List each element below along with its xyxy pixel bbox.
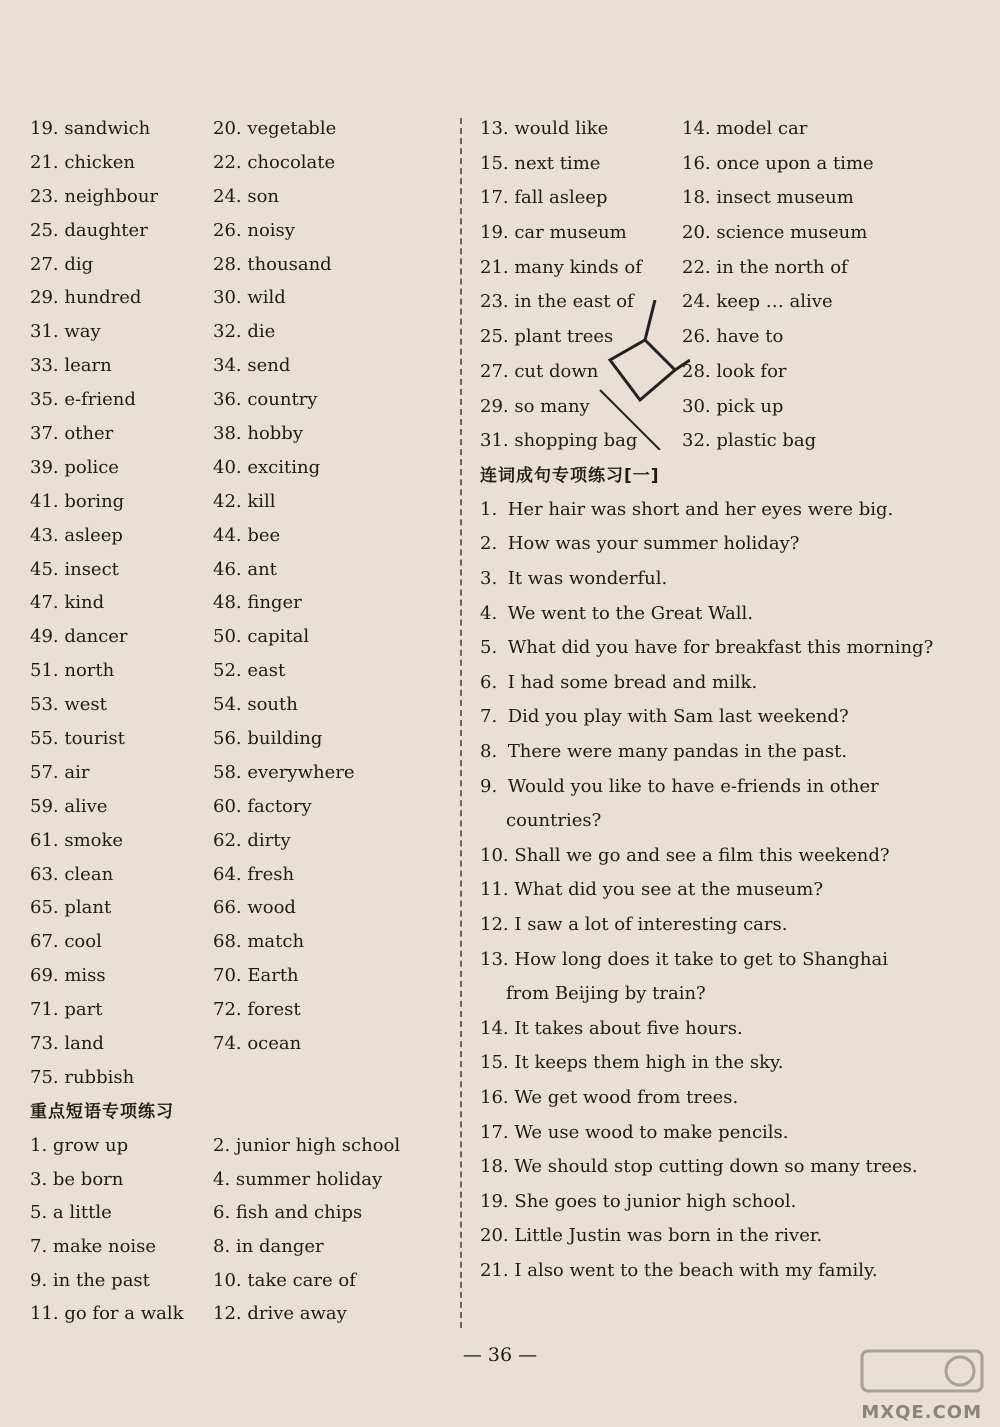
sentence-text: Little Justin was born in the river. <box>514 1225 823 1247</box>
vocab-item: 40. exciting <box>213 456 321 478</box>
sentence-text: Would you like to have e-friends in other <box>507 775 879 797</box>
sentence-item <box>480 631 934 666</box>
vocab-item: 56. building <box>213 728 323 750</box>
right-column <box>480 112 934 1289</box>
sentence-text: I had some bread and milk. <box>507 671 758 693</box>
phrase-item: 18. insect museum <box>682 187 854 209</box>
column-divider <box>460 118 462 1328</box>
vocab-item: 50. capital <box>213 626 310 648</box>
sentence-text: It was wonderful. <box>507 568 668 590</box>
phrase-item: 23. in the east of <box>480 291 634 313</box>
vocab-item: 29. hundred <box>30 287 142 309</box>
vocab-item: 66. wood <box>213 897 296 919</box>
sentence-item <box>480 666 895 701</box>
sentence-number: 15. <box>480 1052 509 1074</box>
vocab-item: 64. fresh <box>213 863 295 885</box>
phrase-item: 11. go for a walk <box>30 1303 184 1325</box>
phrase-item: 27. cut down <box>480 360 599 382</box>
vocab-item: 46. ant <box>213 558 277 580</box>
phrase-item: 14. model car <box>682 118 808 139</box>
sentence-text: We should stop cutting down so many trees. <box>514 1156 918 1178</box>
vocab-item: 52. east <box>213 660 286 682</box>
vocab-item: 32. die <box>213 321 276 343</box>
sentence-text: How was your summer holiday? <box>507 533 800 555</box>
sentence-item <box>480 493 895 528</box>
vocab-item: 23. neighbour <box>30 185 159 207</box>
vocab-item: 74. ocean <box>213 1033 302 1055</box>
sentence-item <box>480 873 895 908</box>
sentence-continuation: from Beijing by train? <box>506 983 706 1005</box>
vocab-item: 63. clean <box>30 863 114 885</box>
sentence-item <box>480 1219 895 1254</box>
vocab-item: 70. Earth <box>213 965 299 987</box>
phrase-item: 10. take care of <box>213 1269 356 1291</box>
phrase-item: 26. have to <box>682 326 784 348</box>
vocab-item: 59. alive <box>30 795 108 817</box>
sentence-number: 8. <box>480 741 498 763</box>
phrase-item: 5. a little <box>30 1202 112 1224</box>
phrase-item: 22. in the north of <box>682 256 848 278</box>
sentence-text: Did you play with Sam last weekend? <box>507 706 849 728</box>
sentence-text: I also went to the beach with my family. <box>514 1259 878 1281</box>
vocab-item: 30. wild <box>213 287 286 309</box>
vocab-item: 39. police <box>30 456 119 478</box>
phrase-item: 13. would like <box>480 118 609 139</box>
phrase-item: 31. shopping bag <box>480 430 638 452</box>
vocab-item: 47. kind <box>30 592 105 614</box>
vocab-item: 54. south <box>213 694 298 716</box>
vocab-item: 75. rubbish <box>30 1066 135 1088</box>
sentence-text: What did you have for breakfast this morning? <box>507 637 934 659</box>
sentence-item <box>480 597 895 632</box>
sentence-text: Shall we go and see a film this weekend? <box>514 844 890 866</box>
vocab-item: 67. cool <box>30 931 102 953</box>
phrase-item: 8. in danger <box>213 1235 324 1257</box>
sentence-item <box>480 770 895 839</box>
page-number: — 36 — <box>462 1344 538 1366</box>
sentence-item <box>480 839 895 874</box>
sentence-text: I saw a lot of interesting cars. <box>514 914 788 935</box>
vocab-item: 58. everywhere <box>213 761 355 783</box>
vocab-item: 72. forest <box>213 999 301 1021</box>
phrase-item: 1. grow up <box>30 1134 129 1156</box>
vocab-item: 49. dancer <box>30 626 128 648</box>
sentence-number: 13. <box>480 948 509 970</box>
vocab-item: 24. son <box>213 185 280 207</box>
sentence-text: What did you see at the museum? <box>514 879 824 901</box>
vocab-item: 73. land <box>30 1033 104 1055</box>
vocabulary-list <box>30 112 450 1095</box>
sentence-number: 3. <box>480 568 498 590</box>
vocab-item: 37. other <box>30 423 114 445</box>
vocab-item: 69. miss <box>30 965 106 987</box>
phrase-item: 12. drive away <box>213 1303 347 1325</box>
vocab-item: 33. learn <box>30 355 112 377</box>
left-column <box>30 112 450 1331</box>
sentence-item <box>480 1254 895 1289</box>
vocab-item: 57. air <box>30 761 90 783</box>
phrase-item: 28. look for <box>682 360 787 382</box>
phrase-item: 20. science museum <box>682 222 868 244</box>
sentence-text: There were many pandas in the past. <box>507 741 848 763</box>
phrase-item: 30. pick up <box>682 395 784 417</box>
phrase-item: 9. in the past <box>30 1269 150 1291</box>
vocab-item: 62. dirty <box>213 829 291 851</box>
sentence-number: 19. <box>480 1190 509 1212</box>
vocab-item: 27. dig <box>30 253 94 275</box>
sentence-item <box>480 908 895 943</box>
sentence-item <box>480 1046 895 1081</box>
sentence-item <box>480 527 895 562</box>
sentence-text: We went to the Great Wall. <box>507 602 753 624</box>
vocab-item: 34. send <box>213 355 291 377</box>
vocab-item: 44. bee <box>213 524 281 546</box>
stamp-logo-icon <box>580 300 690 450</box>
sentence-item <box>480 943 895 1012</box>
vocab-item: 41. boring <box>30 490 125 512</box>
phrase-item: 29. so many <box>480 395 590 417</box>
vocab-item: 61. smoke <box>30 829 124 851</box>
sentence-list <box>480 493 934 1289</box>
sentence-text: It keeps them high in the sky. <box>514 1052 784 1074</box>
sentence-item <box>480 735 895 770</box>
sentence-item <box>480 1081 895 1116</box>
sentence-number: 2. <box>480 533 498 555</box>
phrase-item: 3. be born <box>30 1168 124 1190</box>
phrase-item: 32. plastic bag <box>682 430 817 452</box>
sentence-number: 20. <box>480 1225 509 1247</box>
sentence-text: She goes to junior high school. <box>514 1190 797 1212</box>
sentence-item <box>480 1116 895 1151</box>
sentence-number: 21. <box>480 1259 509 1281</box>
vocab-item: 19. sandwich <box>30 118 151 139</box>
vocab-item: 21. chicken <box>30 151 136 173</box>
sentence-item <box>480 1012 895 1047</box>
phrase-item: 2. junior high school <box>213 1134 401 1156</box>
sentence-section-heading: 连词成句专项练习[一] <box>480 465 660 486</box>
phrase-item: 7. make noise <box>30 1235 157 1257</box>
sentence-text: Her hair was short and her eyes were big. <box>507 498 894 520</box>
sentence-item <box>480 562 895 597</box>
sentence-text: It takes about five hours. <box>514 1017 743 1039</box>
sentence-text: We use wood to make pencils. <box>514 1121 789 1143</box>
vocab-item: 68. match <box>213 931 305 953</box>
phrase-section-heading: 重点短语专项练习 <box>30 1101 174 1122</box>
vocab-item: 35. e-friend <box>30 389 136 411</box>
sentence-number: 12. <box>480 914 509 935</box>
vocab-item: 38. hobby <box>213 423 303 445</box>
vocab-item: 31. way <box>30 321 101 343</box>
vocab-item: 55. tourist <box>30 728 125 750</box>
phrase-item: 16. once upon a time <box>682 152 874 174</box>
vocab-item: 71. part <box>30 999 103 1021</box>
phrase-item: 17. fall asleep <box>480 187 608 209</box>
vocab-item: 60. factory <box>213 795 312 817</box>
vocab-item: 20. vegetable <box>213 118 337 139</box>
sentence-number: 14. <box>480 1017 509 1039</box>
phrase-item: 25. plant trees <box>480 326 614 348</box>
sentence-number: 16. <box>480 1086 509 1108</box>
watermark-text: MXQE.COM <box>861 1402 982 1423</box>
vocab-item: 51. north <box>30 660 115 682</box>
sentence-number: 4. <box>480 602 498 624</box>
sentence-item <box>480 1150 918 1185</box>
phrase-list-left <box>30 1129 450 1331</box>
sentence-number: 1. <box>480 498 498 520</box>
vocab-item: 36. country <box>213 389 318 411</box>
vocab-item: 25. daughter <box>30 219 148 241</box>
sentence-number: 5. <box>480 637 498 659</box>
phrase-item: 19. car museum <box>480 222 627 244</box>
vocab-item: 22. chocolate <box>213 151 336 173</box>
sentence-number: 6. <box>480 671 498 693</box>
sentence-number: 17. <box>480 1121 509 1143</box>
sentence-item <box>480 700 895 735</box>
sentence-text: How long does it take to get to Shanghai <box>514 948 888 970</box>
sentence-number: 18. <box>480 1156 509 1178</box>
sentence-number: 7. <box>480 706 498 728</box>
vocab-item: 45. insect <box>30 558 119 580</box>
phrase-item: 6. fish and chips <box>213 1202 363 1224</box>
vocab-item: 42. kill <box>213 490 276 512</box>
vocab-item <box>213 1061 450 1095</box>
vocab-item: 53. west <box>30 694 107 716</box>
sentence-text: We get wood from trees. <box>514 1086 739 1108</box>
vocab-item: 65. plant <box>30 897 112 919</box>
phrase-item: 21. many kinds of <box>480 256 642 278</box>
phrase-item: 4. summer holiday <box>213 1168 383 1190</box>
vocab-item: 28. thousand <box>213 253 332 275</box>
vocab-item: 48. finger <box>213 592 302 614</box>
vocab-item: 26. noisy <box>213 219 295 241</box>
sentence-number: 11. <box>480 879 509 901</box>
phrase-item: 15. next time <box>480 152 601 174</box>
sentence-number: 10. <box>480 844 509 866</box>
vocab-item: 43. asleep <box>30 524 123 546</box>
sentence-number: 9. <box>480 775 498 797</box>
sentence-continuation: countries? <box>506 810 602 832</box>
sentence-item <box>480 1185 895 1220</box>
phrase-item: 24. keep … alive <box>682 291 833 313</box>
